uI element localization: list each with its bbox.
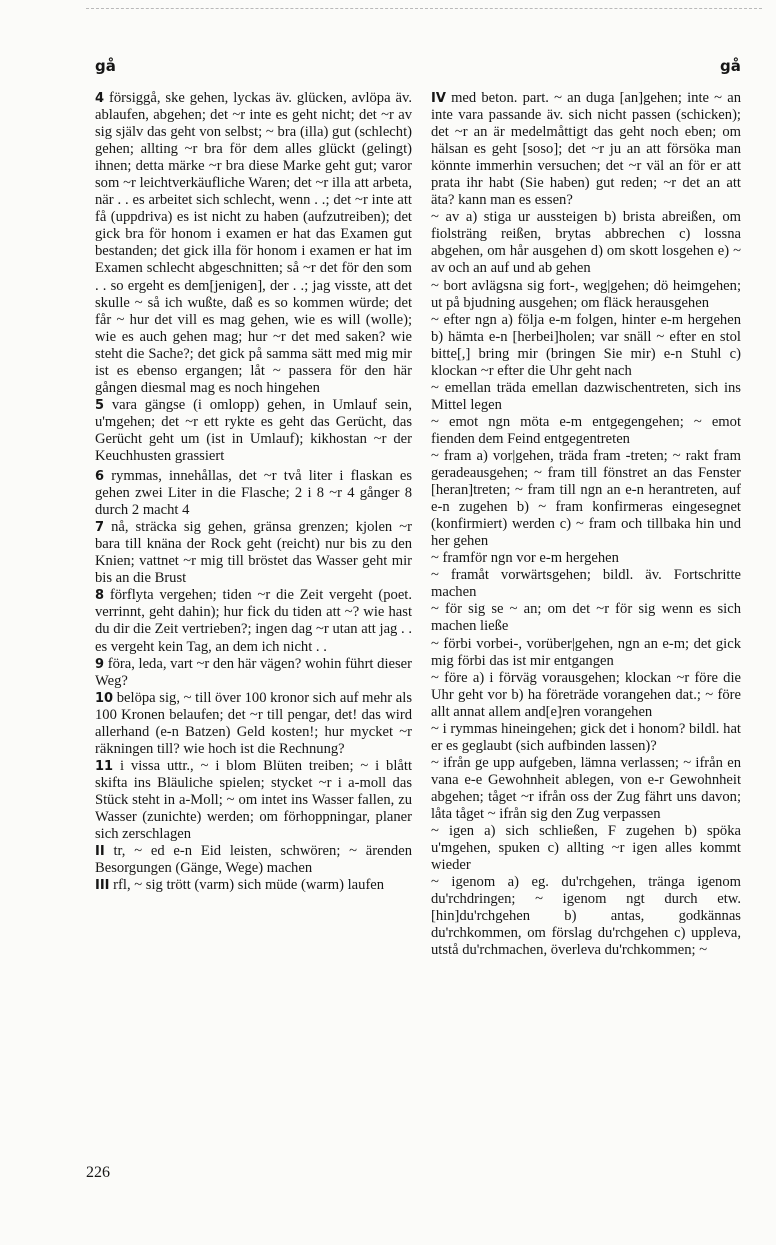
running-head-right: gå (720, 57, 741, 75)
sense-text: ~ före a) i förväg vorausgehen; klockan ~r före die Uhr geht vor b) ha företräde vorangehen dat.; ~ före allt annat allem and[e]ren vorangehen (431, 669, 741, 720)
sense-III (95, 877, 412, 894)
sense-text: rymmas, innehållas, det ~r två liter i flaskan es gehen zwei Liter in die Flasche; 2 i 8 ~r 4 gånger 8 durch 2 macht 4 (95, 468, 412, 519)
sense-text: ~ framåt vorwärtsgehen; bildl. äv. Fortschritte machen (431, 567, 741, 601)
sense-number: 5 (95, 397, 105, 413)
sense-number: 10 (95, 690, 114, 706)
phrase-ga-framat (431, 567, 741, 601)
sense-text: rfl, ~ sig trött (varm) sich müde (warm) laufen (113, 877, 385, 894)
sense-text: ~ framför ngn vor e-m hergehen (431, 550, 619, 567)
phrase-ga-av (431, 209, 741, 277)
sense-text: ~ av a) stiga ur aussteigen b) brista abreißen, om fiolsträng reißen, brytas abbrechen c) lossna abgehen, om hår ausgehen d) om skott losgehen e) ~ av och an auf und ab gehen (431, 209, 741, 277)
phrase-ga-igenom (431, 874, 741, 959)
phrase-ga-fram (431, 448, 741, 550)
sense-text: ~ för sig se ~ an; om det ~r för sig wenn es sich machen ließe (431, 601, 741, 635)
right-column (431, 90, 741, 959)
sense-11 (95, 758, 412, 843)
sense-text: i vissa uttr., ~ i blom Blüten treiben; ~ i blått skifta ins Bläuliche spielen; stycket ~r i a-moll das Stück steht in a-Moll; ~ om intet ins Wasser fallen, zu Wasser (zunichte) werden; om förhoppningar, planer sich zerschlagen (95, 757, 412, 843)
phrase-ga-i (431, 721, 741, 755)
phrase-ga-fore (431, 670, 741, 721)
sense-9 (95, 656, 412, 690)
sense-5 (95, 397, 412, 465)
phrase-ga-bort (431, 278, 741, 312)
sense-number: 6 (95, 469, 105, 485)
sense-text: ~ i rymmas hineingehen; gick det i honom? bildl. hat er es geglaubt (sich aufbinden lassen)? (431, 720, 741, 754)
phrase-ga-forbi (431, 636, 741, 670)
sense-number: III (95, 878, 110, 894)
phrase-ga-igen (431, 823, 741, 874)
top-rule (86, 8, 762, 9)
running-head-left: gå (95, 57, 116, 75)
left-column (95, 90, 412, 894)
sense-text: föra, leda, vart ~r den här vägen? wohin führt dieser Weg? (95, 655, 412, 689)
sense-text: ~ förbi vorbei-, vorüber|gehen, ngn an e-m; det gick mig förbi das ist mir entgangen (431, 635, 741, 669)
sense-II (95, 843, 412, 877)
sense-number: 4 (95, 91, 105, 106)
phrase-ga-framfor (431, 550, 741, 567)
phrase-ga-ifran (431, 755, 741, 823)
sense-text: förflyta vergehen; tiden ~r die Zeit vergeht (poet. verrinnt, geht dahin); hur fick du tiden att ~? wie hast du dir die Zeit vertrieben?; ingen dag ~r utan att jag . . es vergeht kein Tag, an dem ich nicht . . (95, 587, 413, 655)
sense-text: ~ bort avlägsna sig fort-, weg|gehen; dö heimgehen; ut på bjudning ausgehen; om fläck herausgehen (431, 277, 741, 311)
sense-text: ~ igen a) sich schließen, F zugehen b) spöka u'mgehen, spuken c) allting ~r igen alles kommt wieder (431, 823, 741, 874)
sense-text: nå, sträcka sig gehen, gränsa grenzen; kjolen ~r bara till knäna der Rock geht (reicht) nur bis zu den Knien; vattnet ~r mig till bröstet das Wasser geht mir bis an die Brust (95, 519, 412, 587)
sense-text: ~ emot ngn möta e-m entgegengehen; ~ emot fienden dem Feind entgegentreten (431, 413, 741, 447)
phrase-ga-emellan (431, 380, 741, 414)
sense-number: II (95, 844, 105, 860)
sense-text: ~ ifrån ge upp aufgeben, lämna verlassen; ~ ifrån en vana e-e Gewohnheit ablegen, von e-r Gewohnheit abgehen; tåget ~r ifrån oss der Zug fährt uns davon; låta tåget ~ ifrån sig den Zug verpassen (431, 754, 741, 822)
sense-10 (95, 690, 412, 758)
sense-number: IV (431, 91, 446, 106)
sense-number: 9 (95, 656, 105, 672)
phrase-ga-efter (431, 312, 741, 380)
sense-text: försiggå, ske gehen, lyckas äv. glücken, avlöpa äv. ablaufen, abgehen; det ~r inte es geht nicht; det ~r av sig själv das geht von selbst; ~ bra (illa) gut (schlecht) gehen; allting ~r bra för dem alles glückt (gelingt) ihnen; detta märke ~r bra diese Marke geht gut; varor som ~r leichtverkäufliche Waren; det ~r illa att arbeta, när . . es arbeitet sich schlecht, wenn . .; det ~r inte att få (uppdriva) es ist nicht zu haben (aufzutreiben); det gick bra för honom i examen er hat das Examen gut bestanden; det gick illa för honom i examen er hat im Examen schlecht abgeschnitten; så ~r det för den som . . so ergeht es dem[jenigen], der . .; jag visste, att det skulle ~ så ich wußte, daß es so kommen würde; det får ~ hur det vill es mag gehen, wie es will (wolle); wie es auch gehen mag; hur ~r det med saken? wie steht die Sache?; det gick på samma sätt med mig mir ist es ebenso ergangen; låt ~ passera för den här gången diesmal mag es noch hingehen (95, 90, 412, 396)
sense-4 (95, 90, 412, 397)
phrase-ga-for-sig (431, 601, 741, 635)
sense-text: ~ fram a) vor|gehen, träda fram -treten; ~ rakt fram geradeausgehen; ~ fram till fönstret an das Fenster [heran]treten; ~ fram till ngn an e-n herantreten, auf e-n zugehen b) ~ fram konfirmeras eingesegnet (konfirmiert) werden c) ~ fram och tillbaka hin und her gehen (431, 447, 741, 550)
sense-text: tr, ~ ed e-n Eid leisten, schwören; ~ ärenden Besorgungen (Gänge, Wege) machen (95, 843, 412, 877)
sense-text: ~ igenom a) eg. du'rchgehen, tränga igenom du'rchdringen; ~ igenom ngt durch etw. [hin]du'rchgehen b) antas, godkännas du'rchkommen, om förslag du'rchgehen c) uppleva, utstå du'rchmachen, överleva du'rchkommen; ~ (431, 874, 741, 959)
sense-text: ~ emellan träda emellan dazwischentreten, sich ins Mittel legen (431, 379, 741, 413)
sense-IV (431, 90, 741, 209)
sense-7 (95, 519, 412, 587)
page-number: 226 (86, 1164, 110, 1181)
sense-number: 8 (95, 588, 105, 604)
sense-8 (95, 587, 412, 655)
sense-text: med beton. part. ~ an duga [an]gehen; inte ~ an inte vara passande äv. sich nicht passen (schicken); det ~r an är medelmåttigt das geht noch eben; om hälsan es geht [soso]; det ~r ju an att försöka man könnte immerhin versuchen; det ~r väl an för er att prata ihr habt (Sie haben) gut reden; ~r det an att äta? kann man es essen? (431, 90, 741, 209)
sense-text: vara gängse (i omlopp) gehen, in Umlauf sein, u'mgehen; det ~r ett rykte es geht das Gerücht, das Gerücht geht um (ist in Umlauf); kikhostan ~r der Keuchhusten grassiert (95, 396, 412, 464)
sense-text: belöpa sig, ~ till över 100 kronor sich auf mehr als 100 Kronen belaufen; det ~r till pengar, det! das wird allerhand (e-n Batzen) Geld kosten!; hur mycket ~r räkningen till? wie hoch ist die Rechnung? (95, 689, 412, 757)
sense-number: 11 (95, 758, 114, 774)
sense-6 (95, 468, 412, 519)
sense-text: ~ efter ngn a) följa e-m folgen, hinter e-m hergehen b) hämta e-n [herbei]holen; var snäll ~ efter en stol bitte[,] bring mir (bringen Sie mir) e-n Stuhl c) klockan ~r efter die Uhr geht nach (431, 311, 741, 379)
sense-number: 7 (95, 520, 105, 536)
phrase-ga-emot (431, 414, 741, 448)
